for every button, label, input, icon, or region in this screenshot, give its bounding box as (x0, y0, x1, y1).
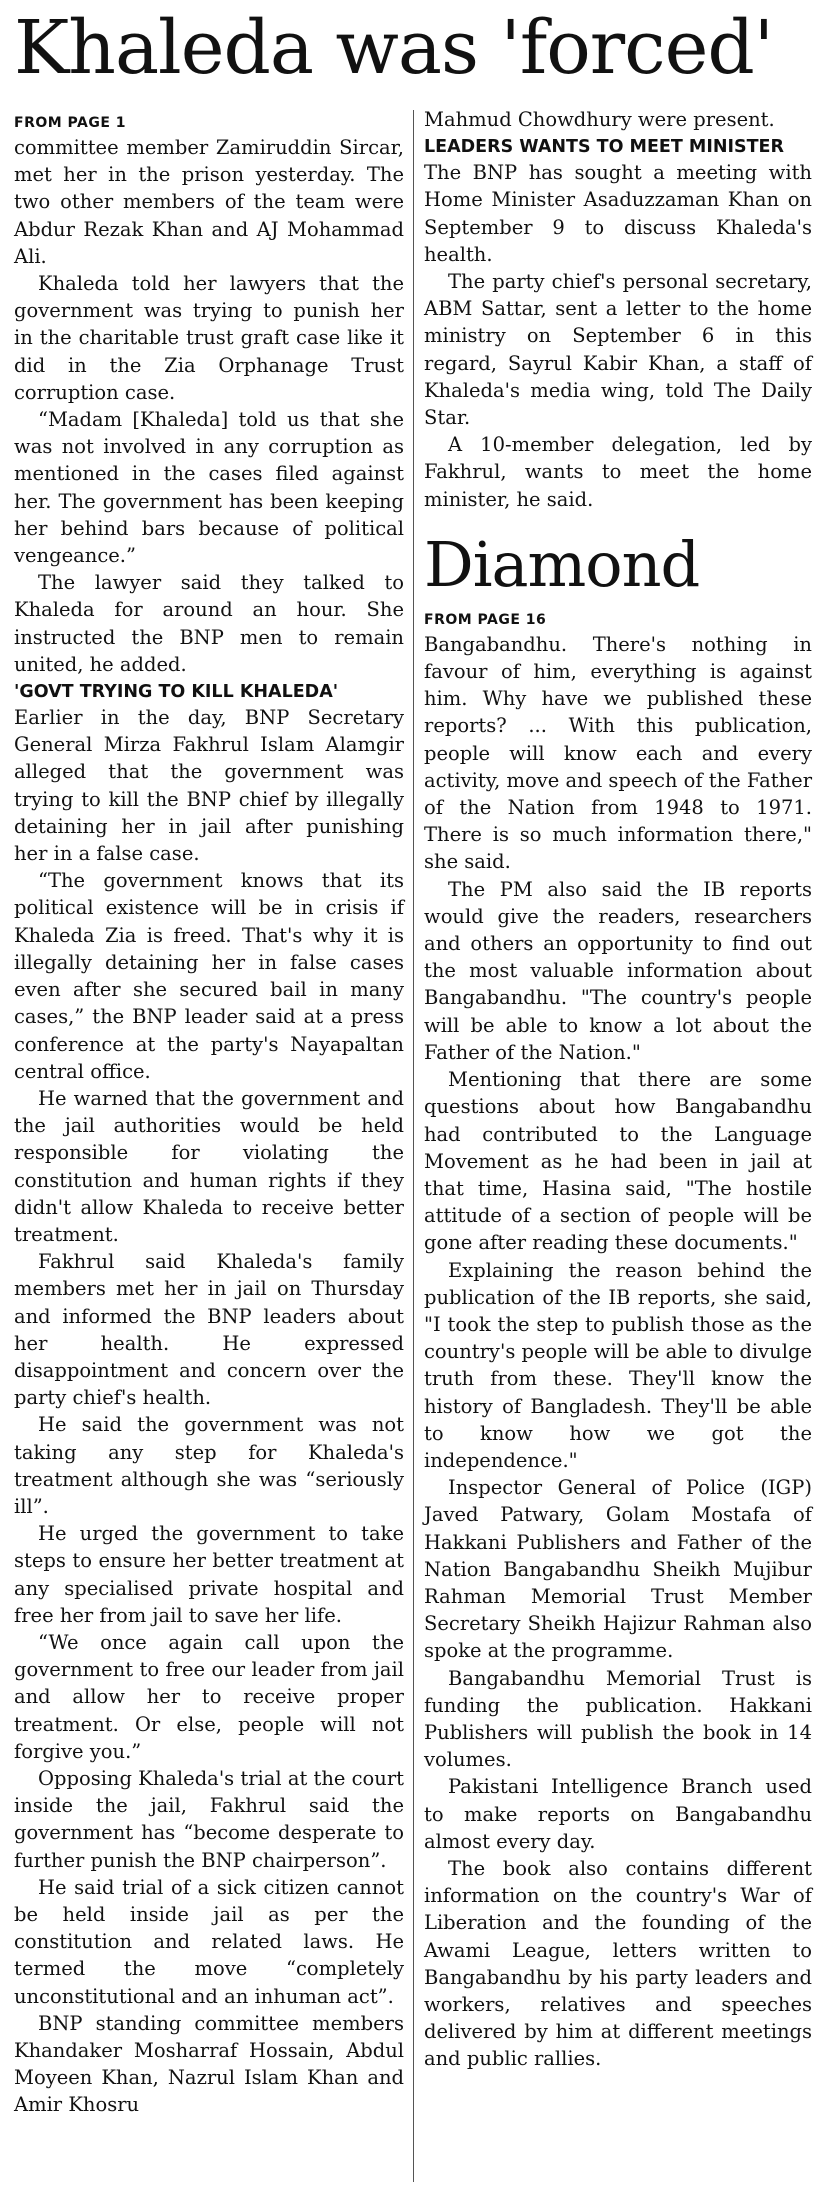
paragraph: Opposing Khaleda's trial at the court inside the jail, Fakhrul said the government has “become desperate to further punish the BNP chairperson”. (14, 1766, 405, 1872)
paragraph: Earlier in the day, BNP Secretary General Mirza Fakhrul Islam Alamgir alleged that the government was trying to kill the BNP chief by illegally detaining her in jail after punishing her in a false case. (14, 706, 404, 866)
paragraph: Bangabandhu Memorial Trust is funding the publication. Hakkani Publishers will publish the book in 14 volumes. (424, 1666, 812, 1772)
headline-khaleda: Khaleda was 'forced' (14, 5, 774, 91)
subhead-leaders-meet-minister: LEADERS WANTS TO MEET MINISTER (424, 137, 784, 158)
paragraph: Mentioning that there are some questions about how Bangabandhu had contributed to the Language Movement as he had been in jail at that time, Hasina said, "The hostile attitude of a section of people will be gone after reading these documents." (424, 1068, 812, 1255)
left-column (14, 112, 404, 2119)
paragraph: He said the government was not taking any step for Khaleda's treatment although she was “seriously ill”. (14, 1413, 404, 1518)
jump-label-page-16: FROM PAGE 16 (424, 611, 547, 628)
paragraph: He said trial of a sick citizen cannot be held inside jail as per the constitution and related laws. He termed the move “completely unconstitutional and an inhuman act”. (14, 1875, 404, 2008)
paragraph: Inspector General of Police (IGP) Javed Patwary, Golam Mostafa of Hakkani Publishers and Father of the Nation Bangabandhu Sheikh Mujibur Rahman Memorial Trust Member Secretary Sheikh Hajizur Rahman also spoke at the programme. (424, 1476, 812, 1663)
paragraph-continuation: Mahmud Chowdhury were present. (424, 108, 775, 131)
paragraph: The BNP has sought a meeting with Home Minister Asaduzzaman Khan on September 9 to discuss Khaleda's health. (424, 161, 812, 266)
jump-label-page-1: FROM PAGE 1 (14, 115, 127, 131)
paragraph: “Madam [Khaleda] told us that she was not involved in any corruption as mentioned in the cases filed against her. The government has been keeping her behind bars because of political vengeance.” (14, 408, 404, 568)
paragraph: The lawyer said they talked to Khaleda for around an hour. She instructed the BNP men to remain united, he added. (14, 571, 404, 676)
paragraph: The PM also said the IB reports would give the readers, researchers and others an opportunity to find out the most valuable information about Bangabandhu. "The country's people will be able to know a lot about the Father of the Nation." (424, 877, 812, 1064)
paragraph: The party chief's personal secretary, ABM Sattar, sent a letter to the home ministry on September 6 in this regard, Sayrul Kabir Khan, a staff of Khaleda's media wing, told The Daily Star. (424, 270, 812, 430)
paragraph: Bangabandhu. There's nothing in favour of him, everything is against him. Why have we published these reports? ... With this publication, people will know each and every activity, move and speech of the Father of the Nation from 1948 to 1971. There is so much information there," she said. (424, 632, 813, 874)
paragraph: He urged the government to take steps to ensure her better treatment at any specialised private hospital and free her from jail to save her life. (14, 1522, 404, 1627)
paragraph: Fakhrul said Khaleda's family members met her in jail on Thursday and informed the BNP leaders about her health. He expressed disappointment and concern over the party chief's health. (14, 1250, 404, 1410)
column-divider (413, 110, 414, 2182)
paragraph: “The government knows that its political existence will be in crisis if Khaleda Zia is freed. That's why it is illegally detaining her in false cases even after she secured bail in many cases,” the BNP leader said at a press conference at the party's Nayapaltan central office. (14, 869, 404, 1083)
paragraph: BNP standing committee members Khandaker Mosharraf Hossain, Abdul Moyeen Khan, Nazrul Islam Khan and Amir Khosru (14, 2011, 404, 2117)
paragraph: Khaleda told her lawyers that the government was trying to punish her in the charitable trust graft case like it did in the Zia Orphanage Trust corruption case. (14, 272, 404, 404)
paragraph: Pakistani Intelligence Branch used to make reports on Bangabandhu almost every day. (424, 1775, 812, 1853)
headline-diamond: Diamond (424, 527, 700, 601)
subhead-govt-trying-to-kill: 'GOVT TRYING TO KILL KHALEDA' (14, 682, 339, 703)
right-column (424, 106, 812, 2073)
paragraph: The book also contains different information on the country's War of Liberation and the founding of the Awami League, letters written to Bangabandhu by his party leaders and workers, relatives and speeches delivered by him at different meetings and public rallies. (424, 1856, 812, 2071)
paragraph: He warned that the government and the jail authorities would be held responsible for violating the constitution and human rights if they didn't allow Khaleda to receive better treatment. (14, 1086, 404, 1246)
paragraph: committee member Zamiruddin Sircar, met her in the prison yesterday. The two other members of the team were Abdur Rezak Khan and AJ Mohammad Ali. (14, 136, 404, 268)
paragraph: A 10-member delegation, led by Fakhrul, wants to meet the home minister, he said. (424, 433, 812, 511)
paragraph: Explaining the reason behind the publication of the IB reports, she said, "I took the step to publish those as the country's people will be able to divulge truth from these. They'll know the history of Bangladesh. They'll be able to know how we got the independence." (424, 1258, 812, 1472)
paragraph: “We once again call upon the government to free our leader from jail and allow her to receive proper treatment. Or else, people will not forgive you.” (14, 1630, 404, 1763)
